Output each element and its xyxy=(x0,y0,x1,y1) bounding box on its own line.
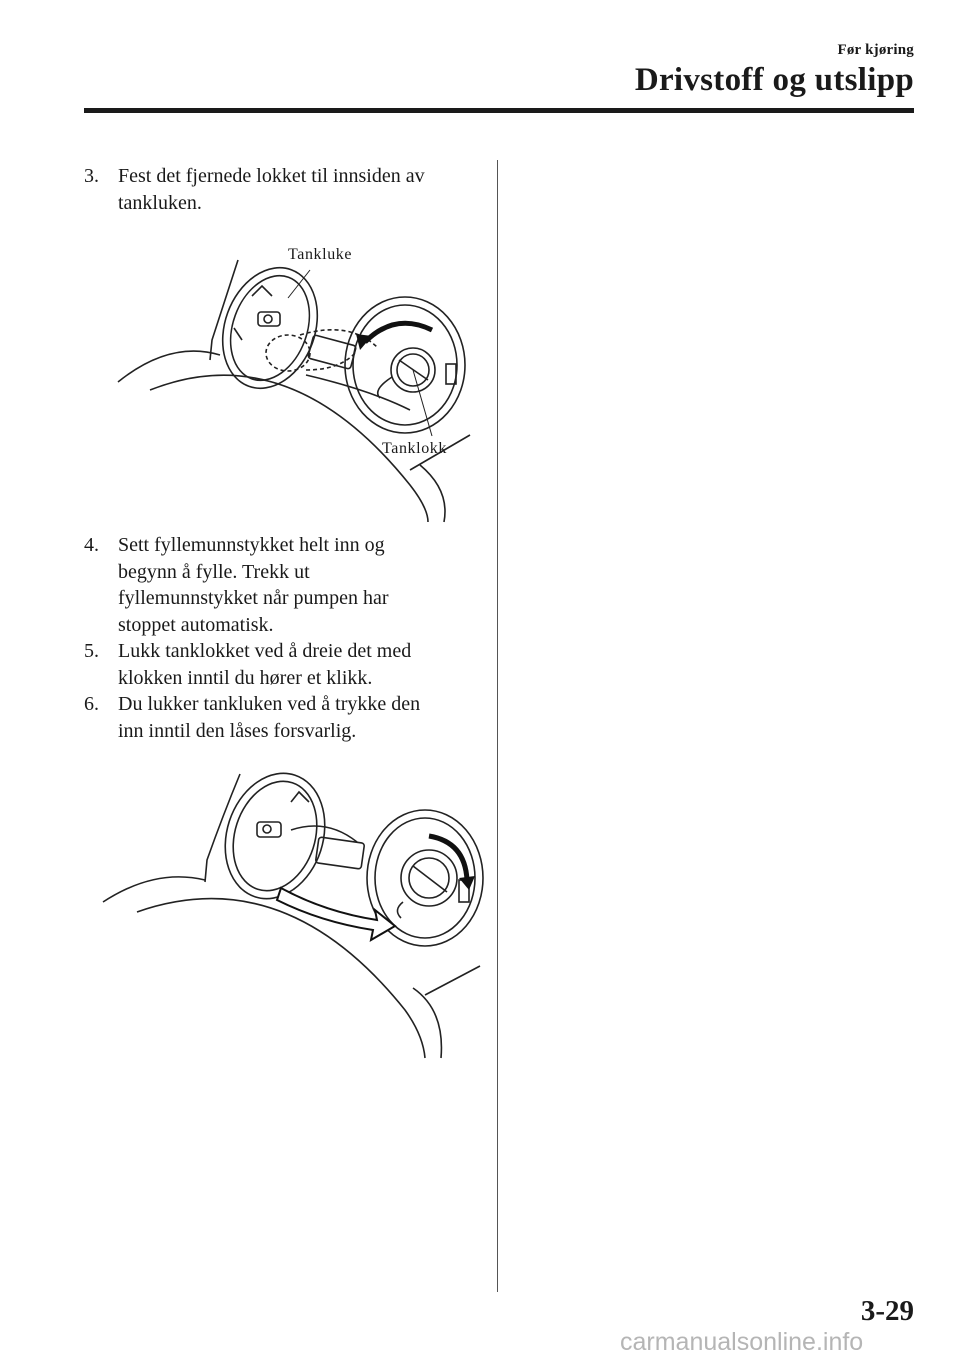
step-text-line: Lukk tanklokket ved å dreie det med xyxy=(118,640,412,662)
step-number: 3. xyxy=(84,165,99,187)
label-tanklokk: Tanklokk xyxy=(382,440,448,457)
step-text-line: tankluken. xyxy=(118,191,202,214)
figure-fuel-cap-attach xyxy=(110,240,490,525)
step-4 xyxy=(84,532,484,638)
step-number: 4. xyxy=(84,534,99,556)
step-text-line: stoppet automatisk. xyxy=(118,613,274,636)
label-tankluke: Tankluke xyxy=(288,246,353,263)
section-label: Før kjøring xyxy=(837,42,914,58)
page-number: 3-29 xyxy=(860,1295,914,1327)
step-text-line: fyllemunnstykket når pumpen har xyxy=(118,587,389,609)
step-text-line: begynn å fylle. Trekk ut xyxy=(118,560,310,583)
fuel-door-illustration-2 xyxy=(95,770,485,1060)
column-divider xyxy=(497,160,498,1292)
step-6 xyxy=(84,691,484,744)
page-title: Drivstoff og utslipp xyxy=(634,62,914,98)
step-3 xyxy=(84,163,484,216)
step-text-line: inn inntil den låses forsvarlig. xyxy=(118,719,357,742)
step-text-line: Sett fyllemunnstykket helt inn og xyxy=(118,534,385,556)
step-5 xyxy=(84,638,484,691)
step-text-line: klokken inntil du hører et klikk. xyxy=(118,666,373,689)
step-text-line: Fest det fjernede lokket til innsiden av xyxy=(118,165,425,187)
step-text-line: Du lukker tankluken ved å trykke den xyxy=(118,693,421,715)
watermark: carmanualsonline.info xyxy=(620,1328,864,1356)
step-number: 6. xyxy=(84,693,99,715)
step-number: 5. xyxy=(84,640,99,662)
figure-fuel-door-close xyxy=(95,770,485,1060)
header-rule xyxy=(84,108,914,113)
fuel-door-illustration-1 xyxy=(110,240,490,525)
